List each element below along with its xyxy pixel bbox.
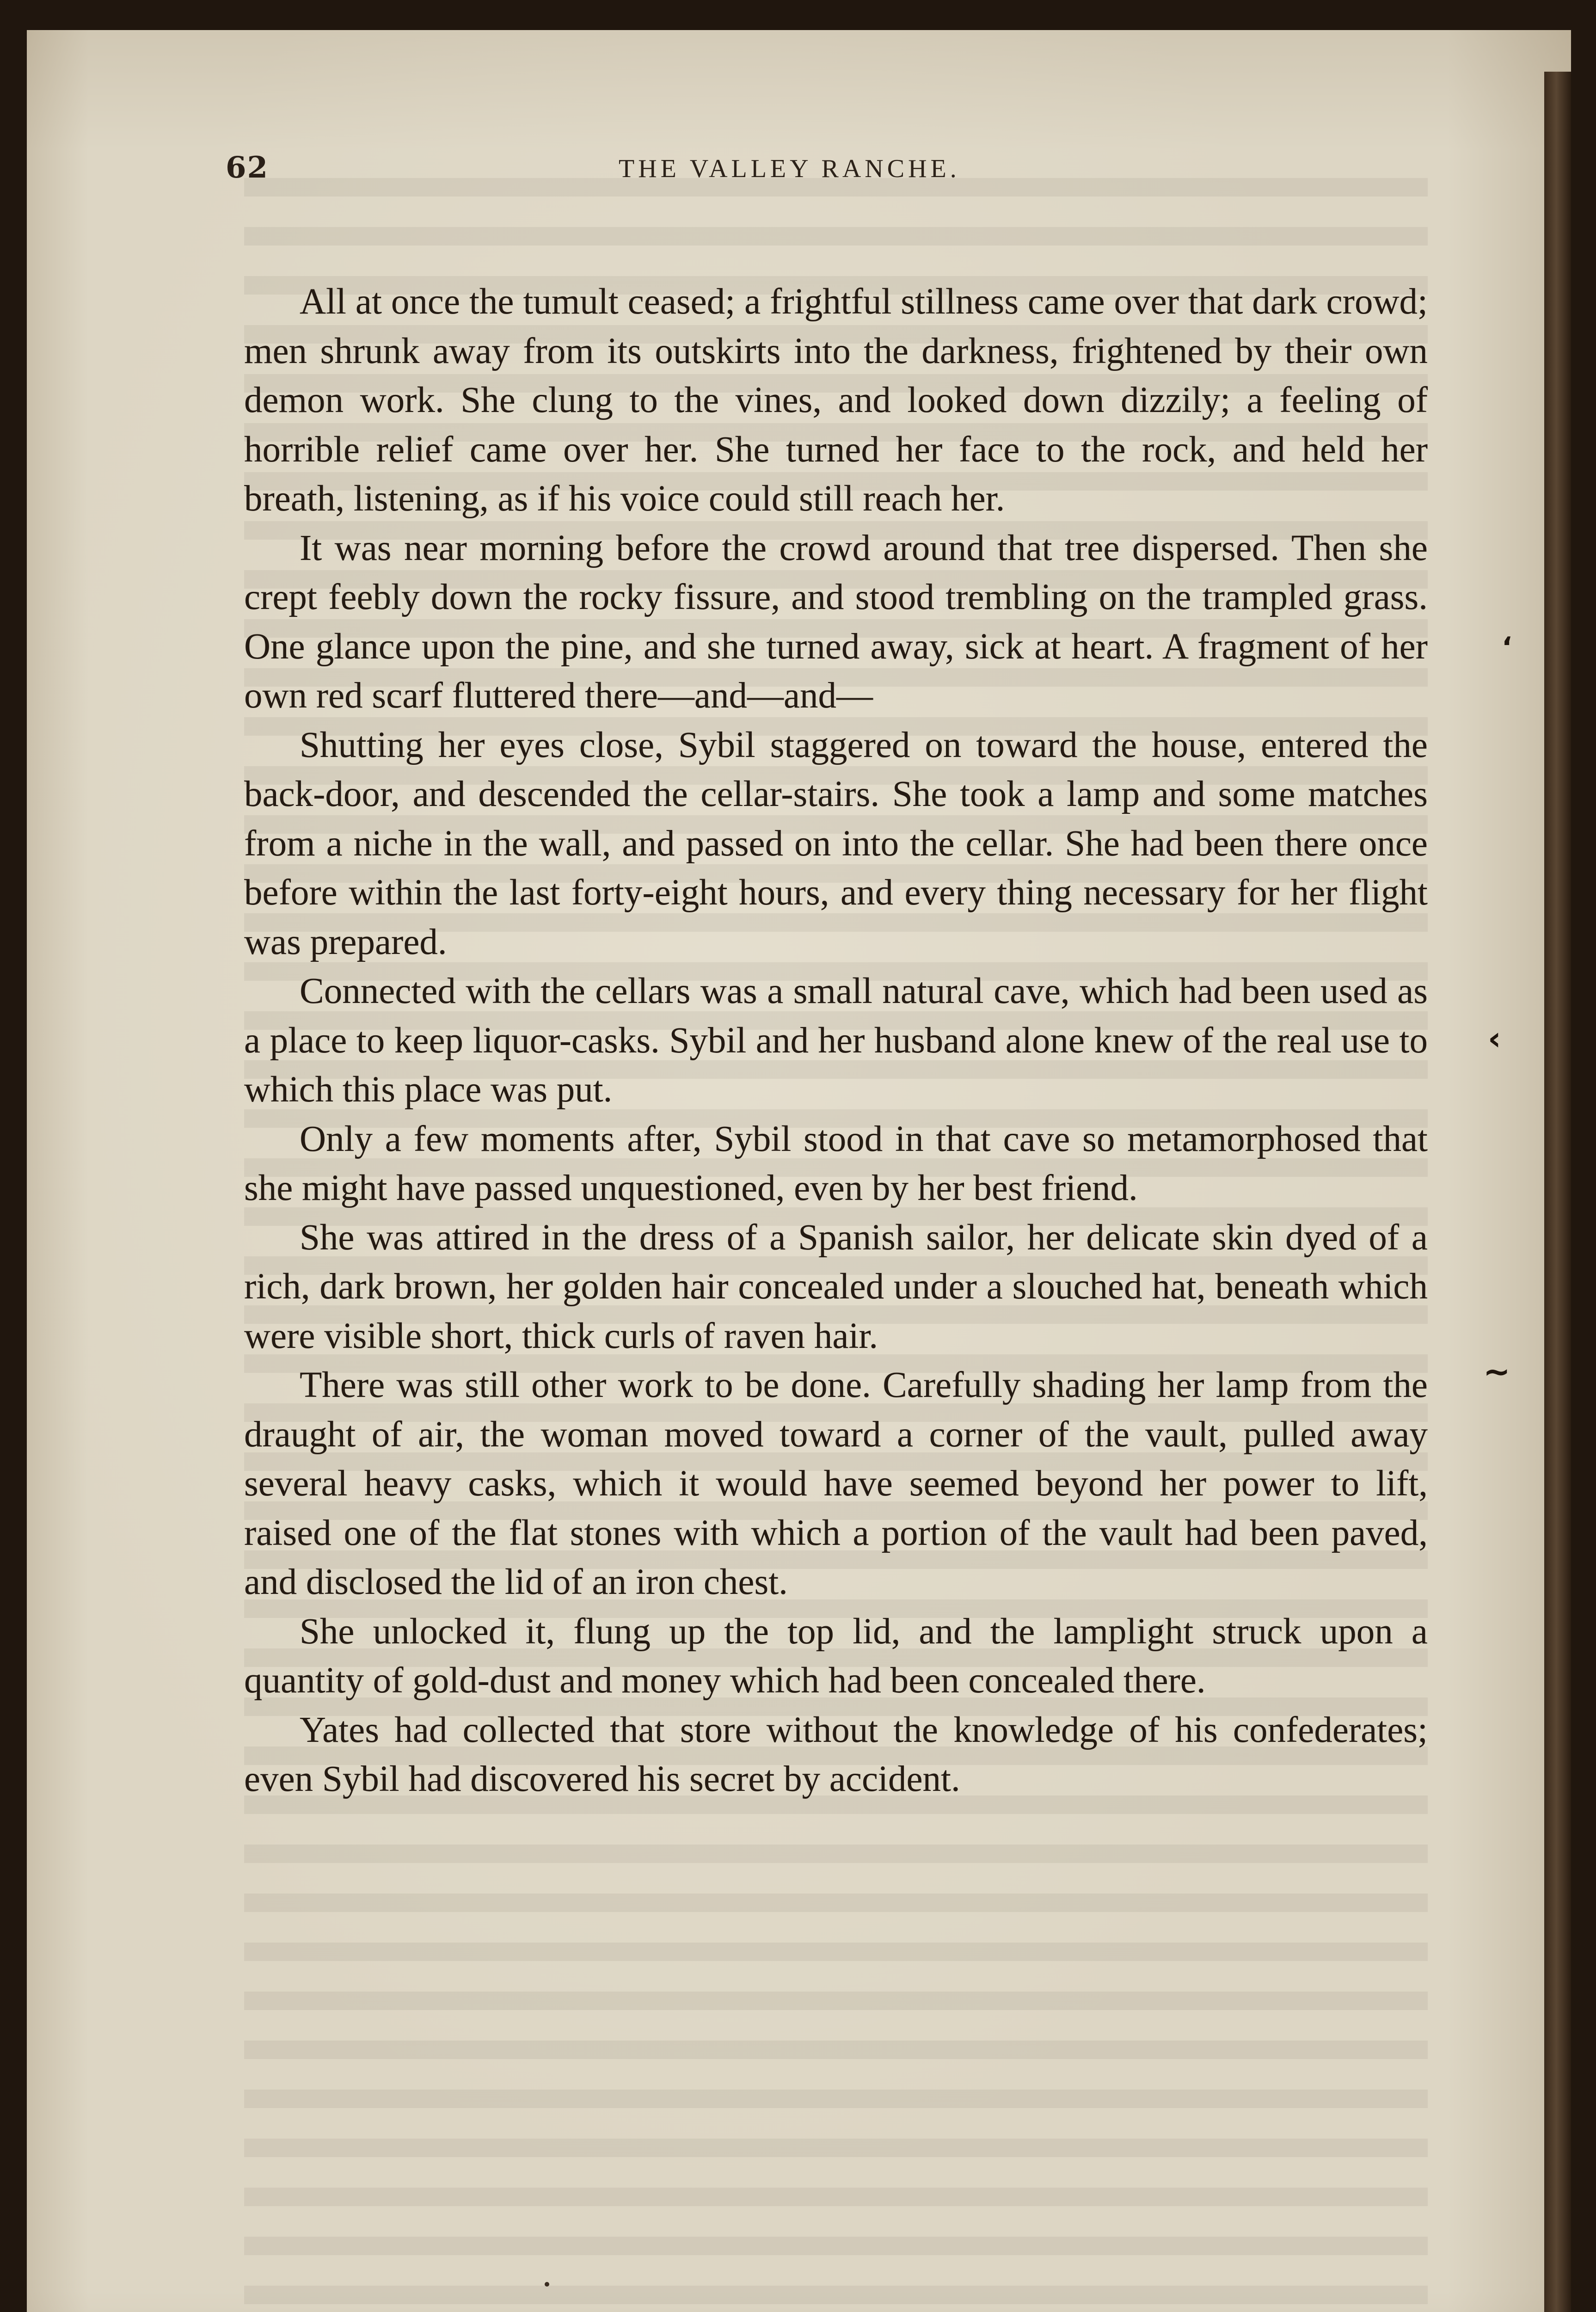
paragraph: It was near morning before the crowd around that tree dispersed. Then she crept feebly down the rocky fissure, and stood trembling on the trampled grass. One glance upon the pine, and she turned away, sick at heart. A fragment of her own red scarf fluttered there—and—and— [244,528,1428,716]
paragraph: There was still other work to be done. Carefully shading her lamp from the draught of air, the woman moved toward a corner of the vault, pulled away several heavy casks, which it would have seemed beyond her power to lift, raised one of the flat stones with which a portion of the vault had been paved, and disclosed the lid of an iron chest. [244,1365,1428,1602]
page-number: 62 [226,150,269,185]
ink-speck [545,2282,549,2287]
binding-thread-mark: ‘ [1502,631,1512,664]
binding-thread-mark: ‹ [1488,1020,1501,1058]
paragraph: Only a few moments after, Sybil stood in that cave so metamorphosed that she might have passed unquestioned, even by her best friend. [244,1119,1428,1208]
paragraph: Connected with the cellars was a small natural cave, which had been used as a place to keep liquor-casks. Sybil and her husband alone knew of the real use to which this place was put. [244,971,1428,1110]
paragraph: Shutting her eyes close, Sybil staggered on toward the house, entered the back-door, and descended the cellar-stairs. She took a lamp and some matches from a niche in the wall, and passed on into the cellar. She had been there once before within the last forty-eight hours, and every thing necessary for her flight was prepared. [244,725,1428,962]
running-header [27,150,1571,224]
paragraph: Yates had collected that store without the knowledge of his confederates; even Sybil had discovered his secret by accident. [244,1709,1428,1799]
page-edge-shadow [1544,72,1571,2312]
paragraph: She was attired in the dress of a Spanish sailor, her delicate skin dyed of a rich, dark brown, her golden hair concealed under a slouched hat, beneath which were visible short, thick curls of raven hair. [244,1217,1428,1356]
paragraph: She unlocked it, flung up the top lid, and the lamplight struck upon a quantity of gold-dust and money which had been concealed there. [244,1611,1428,1701]
binding-thread-mark: ~ [1483,1353,1510,1390]
paragraph: All at once the tumult ceased; a frightful stillness came over that dark crowd; men shrunk away from its outskirts into the darkness, frightened by their own demon work. She clung to the vines, and looked down dizzily; a feeling of horrible relief came over her. She turned her face to the rock, and held her breath, listening, as if his voice could still reach her. [244,282,1428,519]
running-title: THE VALLEY RANCHE. [619,154,960,183]
book-page [27,30,1571,2312]
body-text [244,277,1428,1804]
